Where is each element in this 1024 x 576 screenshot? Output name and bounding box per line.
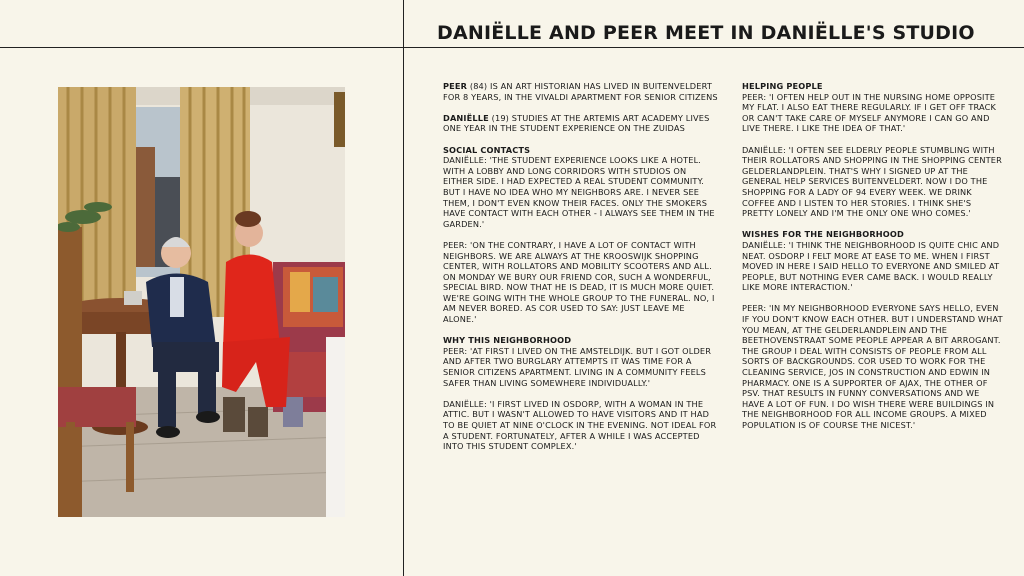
helping-people-heading: HELPING PEOPLE bbox=[742, 81, 823, 91]
why-neighborhood-heading: WHY THIS NEIGHBORHOOD bbox=[443, 335, 572, 346]
portrait-photo bbox=[58, 87, 345, 517]
helping-people-paragraph-2: DANIËLLE: 'I OFTEN SEE ELDERLY PEOPLE STUMBLING WITH THEIR ROLLATORS AND SHOPPING IN THE SHOPPING CENTER GELDERLANDPLEIN. THAT'S WHY I SIGNED UP AT THE GENERAL HELP SERVICES BUITENVELDERT. NOW I DO THE SHOPPING FOR A LADY OF 94 EVERY WEEK. WE DRINK COFFEE AND I LISTEN TO HER STORIES. I THINK SHE'S PRETTY LONELY AND I'M THE ONLY ONE WHO COMES.' bbox=[742, 144, 1002, 219]
wishes-paragraph-1: DANIËLLE: 'I THINK THE NEIGHBORHOOD IS QUITE CHIC AND NEAT. OSDORP I FELT MORE AT EASE TO ME. WHEN I FIRST MOVED IN HERE I SAID HELLO TO EVERYONE AND SMILED AT PEOPLE, BUT NOTHING EVER CAME BACK. I WOULD REALLY LIKE MORE INTERACTION.' bbox=[742, 239, 1000, 293]
peer-intro-text: (84) IS AN ART HISTORIAN HAS LIVED IN BUITENVELDERT FOR 8 YEARS, IN THE VIVALDI APARTMENT FOR SENIOR CITIZENS bbox=[443, 81, 718, 102]
peer-name: PEER bbox=[443, 81, 468, 91]
danielle-intro-text: (19) STUDIES AT THE ARTEMIS ART ACADEMY LIVES ONE YEAR IN THE STUDENT EXPERIENCE ON THE ZUIDAS bbox=[443, 112, 710, 134]
wishes-paragraph-2: PEER: 'IN MY NEIGHBORHOOD EVERYONE SAYS HELLO, EVEN IF YOU DON'T KNOW EACH OTHER. BUT I UNDERSTAND WHAT YOU MEAN, AT THE GELDERLANDPLEIN AND THE BEETHOVENSTRAAT SOME PEOPLE APPEAR A BIT ARROGANT. THE GROUP I DEAL WITH CONSISTS OF PEOPLE FROM ALL SORTS OF BACKGROUNDS. COR USED TO WORK FOR THE CLEANING SERVICE, JOS IN CONSTRUCTION AND EDWIN IN PHARMACY. ONE IS A SUPPORTER OF AJAX, THE OTHER OF PSV. THAT RESULTS IN FUNNY CONVERSATIONS AND WE HAVE A LOT OF FUN. I DO WISH THERE WERE BUILDINGS IN THE NEIGHBORHOOD FOR ALL INCOME GROUPS. A MIXED POPULATION IS OF COURSE THE NICEST.' bbox=[742, 303, 1003, 430]
vertical-divider bbox=[403, 0, 404, 576]
danielle-intro bbox=[443, 113, 719, 134]
horizontal-divider bbox=[0, 47, 1024, 48]
wishes-heading: WISHES FOR THE NEIGHBORHOOD bbox=[742, 229, 904, 240]
text-column-right bbox=[742, 81, 1004, 441]
text-column-left bbox=[443, 81, 719, 462]
peer-intro bbox=[443, 81, 719, 102]
why-neighborhood-paragraph-2: DANIËLLE: 'I FIRST LIVED IN OSDORP, WITH A WOMAN IN THE ATTIC. BUT I WASN'T ALLOWED TO HAVE VISITORS AND IT HAD TO BE QUIET AT NINE O'CLOCK IN THE EVENING. NOT IDEAL FOR A STUDENT. FORTUNATELY, AFTER A WHILE I WAS ACCEPTED INTO THIS STUDENT COMPLEX.' bbox=[443, 398, 717, 452]
helping-people-paragraph-1: PEER: 'I OFTEN HELP OUT IN THE NURSING HOME OPPOSITE MY FLAT. I ALSO EAT THERE REGULARLY. IF I GET OFF TRACK OR CAN'T TAKE CARE OF MYSELF ANYMORE I CAN GO AND LIVE THERE. I LIKE THE IDEA OF THAT.' bbox=[742, 91, 997, 134]
why-neighborhood-paragraph-1: PEER: 'AT FIRST I LIVED ON THE AMSTELDIJK. BUT I GOT OLDER AND AFTER TWO BURGLARY ATTEMPTS IT WAS TIME FOR A SENIOR CITIZENS APARTMENT. LIVING IN A COMMUNITY FEELS SAFER THAN LIVING SOMEWHERE INDIVIDUALLY.' bbox=[443, 345, 712, 388]
social-contacts-paragraph-2: PEER: 'ON THE CONTRARY, I HAVE A LOT OF CONTACT WITH NEIGHBORS. WE ARE ALWAYS AT THE KROOSWIJK SHOPPING CENTER, WITH ROLLATORS AND MOBILITY SCOOTERS AND ALL. ON MONDAY WE BURY OUR FRIEND COR, SUCH A WONDERFUL, SPECIAL BIRD. NOW THAT HE IS DEAD, IT IS MUCH MORE QUIET. WE'RE GOING WITH THE WHOLE GROUP TO THE FUNERAL. NO, I AM NEVER BORED. AS COR USED TO SAY: JUST LEAVE ME ALONE.' bbox=[443, 239, 715, 325]
social-contacts-paragraph-1: DANIËLLE: 'THE STUDENT EXPERIENCE LOOKS LIKE A HOTEL. WITH A LOBBY AND LONG CORRIDORS WITH STUDIOS ON EITHER SIDE. I HAD EXPECTED A REAL STUDENT COMMUNITY. BUT I HAVE NO IDEA WHO MY NEIGHBORS ARE. I NEVER SEE THEM, I DON'T EVEN KNOW THEIR FACES. ONLY THE SMOKERS HAVE CONTACT WITH EACH OTHER - I ALWAYS SEE THEM IN THE GARDEN.' bbox=[443, 155, 715, 229]
page-title: DANIËLLE AND PEER MEET IN DANIËLLE'S STUDIO bbox=[437, 22, 975, 44]
danielle-name: DANIËLLE bbox=[443, 112, 489, 123]
social-contacts-heading: SOCIAL CONTACTS bbox=[443, 144, 531, 155]
